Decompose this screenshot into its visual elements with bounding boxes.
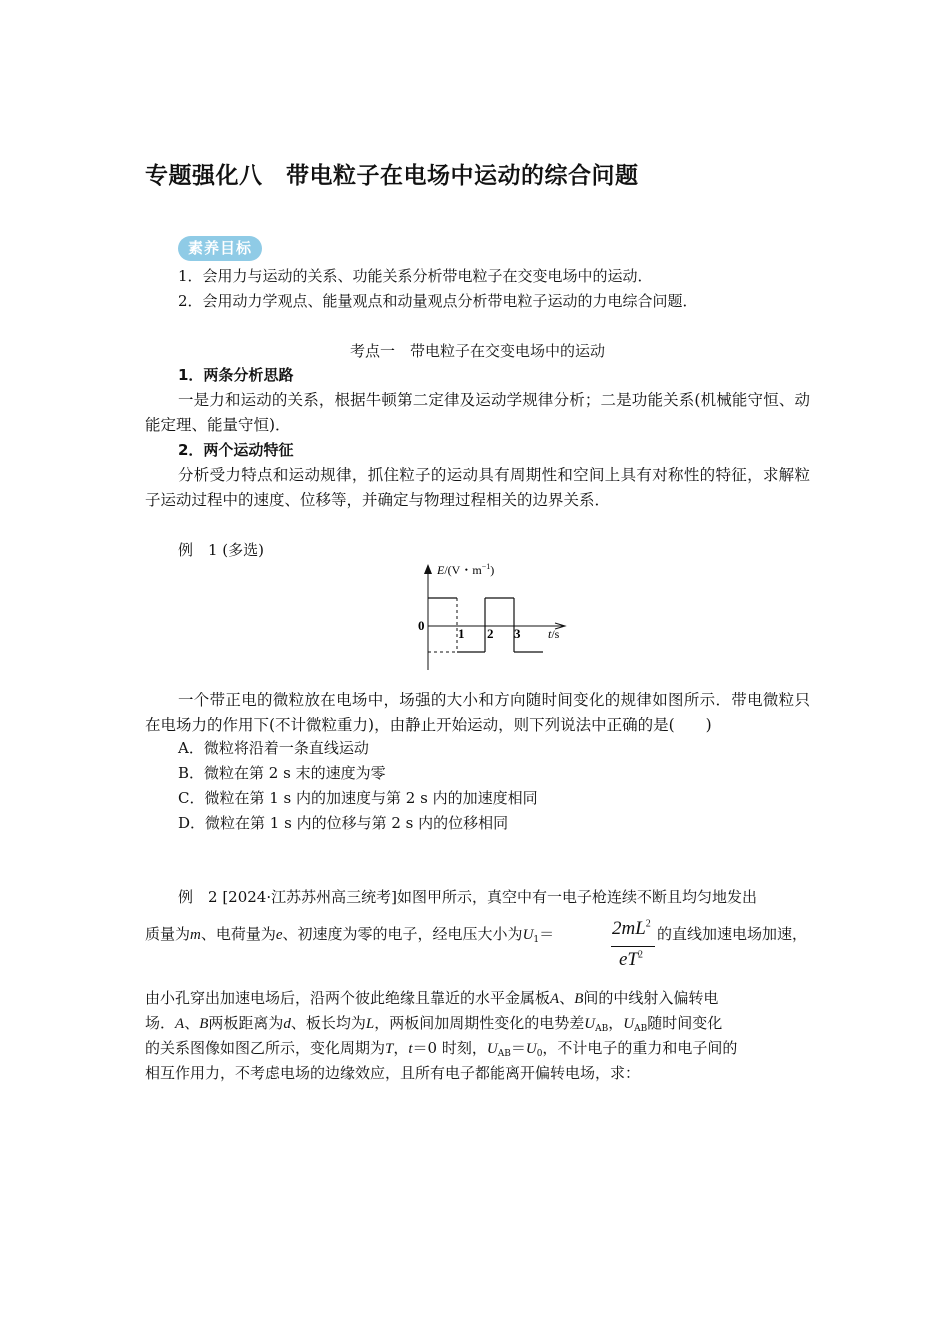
origin-label: 0 bbox=[418, 618, 425, 633]
example-2-label: 例 2 bbox=[178, 888, 218, 906]
tick-label-2: 2 bbox=[487, 626, 494, 641]
page-title: 专题强化八 带电粒子在电场中运动的综合问题 bbox=[145, 163, 639, 189]
tick-label-3: 3 bbox=[514, 626, 521, 641]
example-2-line-2: 质量为m、电荷量为e、初速度为零的电子，经电压大小为$U_1=$ bbox=[145, 925, 555, 945]
example-2-line-3: 由小孔穿出加速电场后，沿两个彼此绝缘且靠近的水平金属板A、B间的中线射入偏转电 bbox=[145, 989, 719, 1007]
example-1-stem: 一个带正电的微粒放在电场中，场强的大小和方向随时间变化的规律如图所示．带电微粒只在电场力的作用下(不计微粒重力)，由静止开始运动，则下列说法中正确的是( ) bbox=[145, 691, 810, 734]
x-axis-label: t/s bbox=[548, 627, 560, 641]
point-2-body: 分析受力特点和运动规律，抓住粒子的运动具有周期性和空间上具有对称性的特征，求解粒子运动过程中的速度、位移等，并确定与物理过程相关的边界关系． bbox=[145, 466, 810, 509]
option-b: B．微粒在第 2 s 末的速度为零 bbox=[178, 764, 386, 782]
fraction-numerator: $2mL^2$ bbox=[612, 918, 651, 939]
field-time-graph bbox=[405, 560, 585, 672]
tick-label-1: 1 bbox=[458, 626, 465, 641]
option-d: D．微粒在第 1 s 内的位移与第 2 s 内的位移相同 bbox=[178, 814, 509, 832]
fraction-bar bbox=[611, 946, 655, 947]
example-2-line-5: 的关系图像如图乙所示，变化周期为T，t＝0 时刻，$U_{AB}=U_0$，不计电子的重力和电子间的 bbox=[145, 1039, 738, 1059]
example-2-line-4: 场．A、B两板距离为d、板长均为L，两板间加周期性变化的电势差$U_{AB}$，$U_{AB}$随时间变化 bbox=[145, 1014, 723, 1034]
section-title: 考点一 带电粒子在交变电场中的运动 bbox=[350, 342, 606, 360]
example-2-line-2-end: 的直线加速电场加速， bbox=[657, 925, 808, 943]
point-1-heading: 1．两条分析思路 bbox=[178, 366, 294, 384]
point-2-heading: 2．两个运动特征 bbox=[178, 441, 294, 459]
goal-1: 1．会用力与运动的关系、功能关系分析带电粒子在交变电场中的运动． bbox=[178, 267, 653, 285]
example-2-line-1: 例 2 [2024·江苏苏州高三统考]如图甲所示，真空中有一电子枪连续不断且均匀地发出 bbox=[178, 888, 757, 906]
fraction-denominator: $eT^2$ bbox=[619, 949, 643, 970]
y-axis-arrow bbox=[424, 564, 432, 574]
point-1-body: 一是力和运动的关系，根据牛顿第二定律及运动学规律分析；二是功能关系(机械能守恒、动能定理、能量守恒)． bbox=[145, 391, 810, 434]
example-1-label: 例 1 (多选) bbox=[178, 541, 265, 559]
literacy-goals-badge: 素养目标 bbox=[178, 236, 262, 261]
example-2-source: [2024·江苏苏州高三统考] bbox=[222, 888, 397, 906]
option-a: A．微粒将沿着一条直线运动 bbox=[178, 739, 369, 757]
goal-2: 2．会用动力学观点、能量观点和动量观点分析带电粒子运动的力电综合问题． bbox=[178, 292, 698, 310]
option-c: C．微粒在第 1 s 内的加速度与第 2 s 内的加速度相同 bbox=[178, 789, 538, 807]
y-axis-label: E/(V・$m^{-1}$) bbox=[437, 562, 495, 577]
example-2-line-6: 相互作用力，不考虑电场的边缘效应，且所有电子都能离开偏转电场，求： bbox=[145, 1064, 641, 1082]
